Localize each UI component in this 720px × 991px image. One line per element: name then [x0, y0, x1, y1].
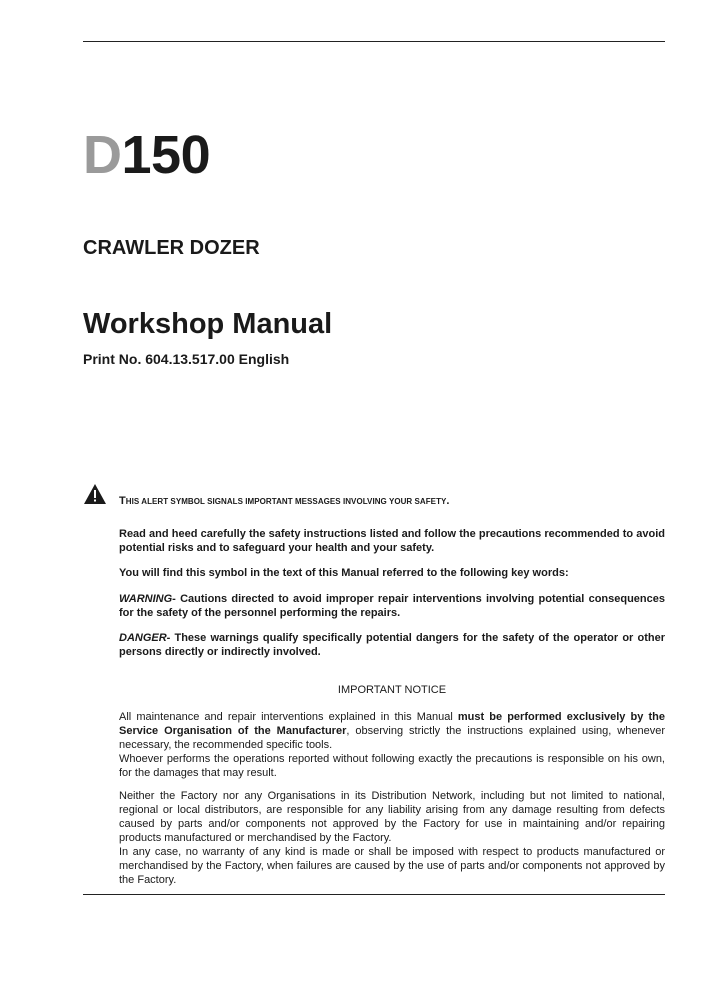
danger-keyword: DANGER	[119, 632, 167, 644]
manual-title: Workshop Manual	[83, 308, 333, 340]
notice-paragraph-1: All maintenance and repair interventions explained in this Manual must be performed exclusively by the Service Organisation of the Manufacturer, observing strictly the instructions explained using, whenever necessary, the recommended specific tools. Whoever performs the operations reported without following exactly the precautions is responsible on his own, for the damages that may result.	[119, 711, 665, 779]
safety-paragraph-2: You will find this symbol in the text of this Manual referred to the following key words:	[119, 567, 569, 579]
notice-paragraph-2: Neither the Factory nor any Organisations in its Distribution Network, including but not limited to national, regional or local distributors, are responsible for any liability arising from any damage resulting from defects caused by parts and/or components not approved by the Factory for use in maintaining and/or repairing products manufactured or merchandised by the Factory. In any case, no warranty of any kind is made or shall be imposed with respect to products manufactured or merchandised by the Factory, when failures are caused by the use of parts and/or components not approved by the Factory.	[119, 790, 665, 886]
safety-paragraph-1: Read and heed carefully the safety instructions listed and follow the precautions recommended to avoid potential risks and to safeguard your health and your safety.	[119, 528, 665, 554]
alert-heading: THIS ALERT SYMBOL SIGNALS IMPORTANT MESSAGES INVOLVING YOUR SAFETY.	[119, 495, 450, 507]
warning-paragraph: WARNING- Cautions directed to avoid improper repair interventions involving potential consequences for the safety of the personnel performing the repairs.	[119, 593, 665, 619]
model-number: 150	[121, 125, 211, 185]
top-rule	[83, 41, 665, 42]
print-number: Print No. 604.13.517.00 English	[83, 351, 290, 367]
bottom-rule	[83, 894, 665, 895]
document-subtitle: CRAWLER DOZER	[83, 237, 260, 259]
danger-paragraph: DANGER- These warnings qualify specifically potential dangers for the safety of the operator or other persons directly or indirectly involved.	[119, 632, 665, 658]
model-title	[83, 125, 211, 185]
important-notice-heading: IMPORTANT NOTICE	[337, 684, 447, 696]
warning-triangle-icon	[84, 484, 106, 504]
warning-keyword: WARNING	[119, 593, 173, 605]
model-prefix: D	[83, 125, 122, 185]
